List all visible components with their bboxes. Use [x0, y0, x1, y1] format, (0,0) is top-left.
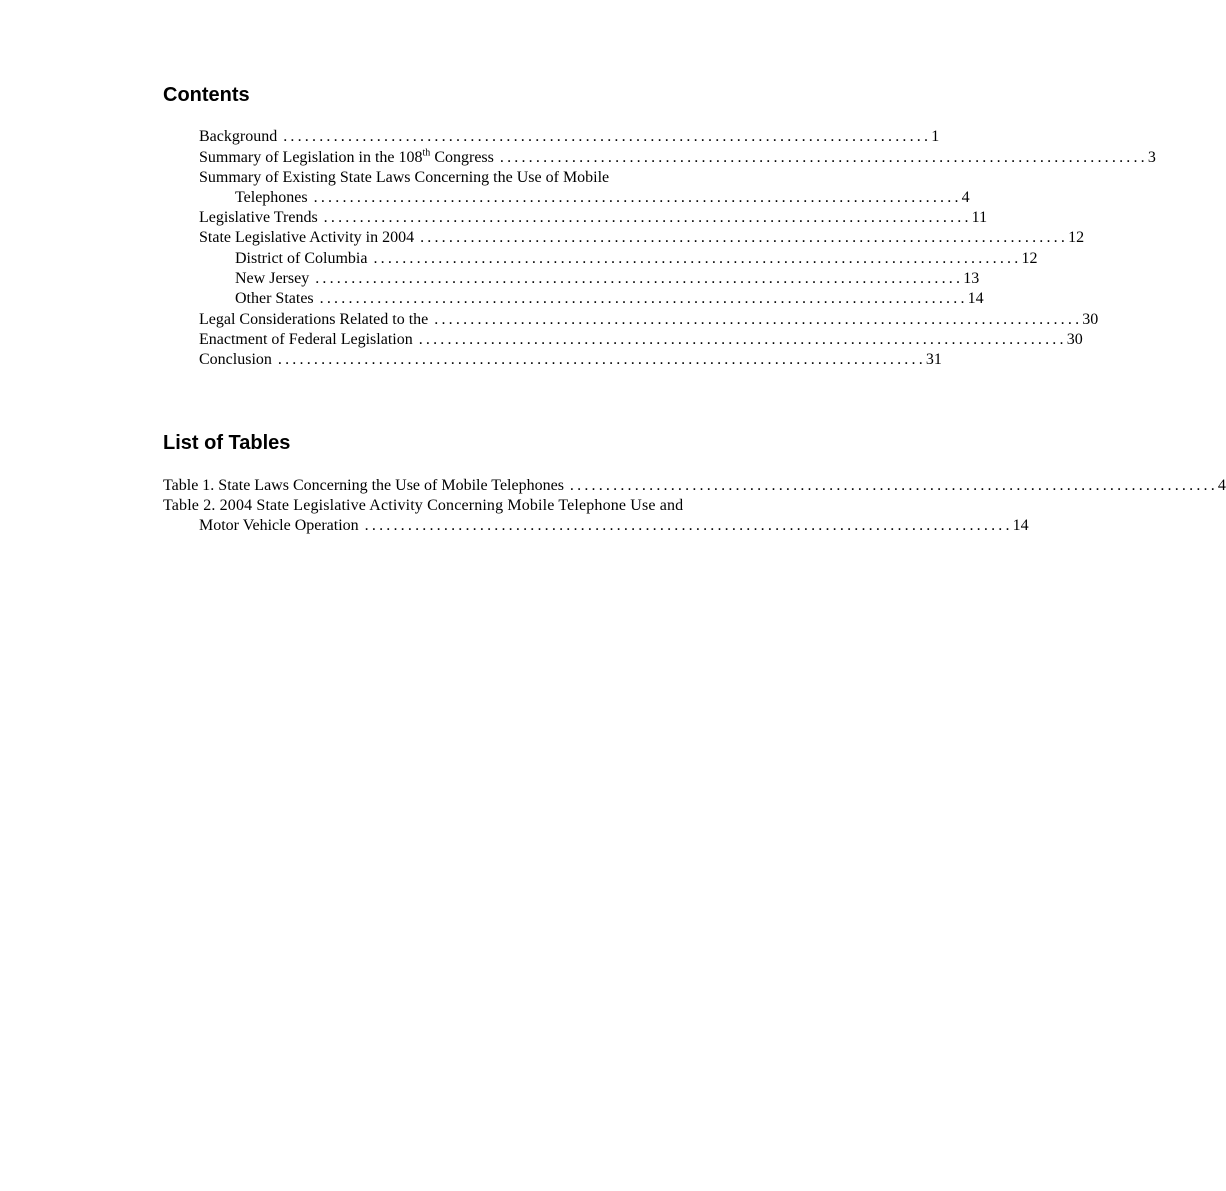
- toc-entry-title: Legislative Trends: [199, 209, 318, 226]
- table-list-entry[interactable]: [199, 516, 1029, 536]
- toc-subentry[interactable]: [235, 249, 1038, 269]
- toc-entry-page: 30: [1066, 331, 1083, 348]
- toc-entry[interactable]: [235, 188, 970, 208]
- toc-entry-title: Other States: [235, 290, 314, 307]
- dot-leader: ..........................................................................................: [569, 477, 1218, 494]
- dot-leader: ..........................................................................................: [277, 351, 926, 368]
- dot-leader: ..........................................................................................: [313, 189, 962, 206]
- toc-entry[interactable]: [199, 310, 1099, 330]
- toc-entry-title: Enactment of Federal Legislation: [199, 331, 413, 348]
- toc-entry-page: 31: [925, 351, 942, 368]
- dot-leader: ..........................................................................................: [323, 209, 972, 226]
- toc-entry-page: 12: [1068, 229, 1085, 246]
- table-entry-page: 14: [1012, 517, 1029, 534]
- dot-leader: ..........................................................................................: [499, 149, 1148, 166]
- toc-entry-page: 12: [1021, 250, 1038, 267]
- toc-entry[interactable]: [199, 147, 1156, 168]
- toc-entry-page: 13: [963, 270, 980, 287]
- toc-subentry[interactable]: [235, 269, 980, 289]
- toc-entry-title: Legal Considerations Related to the: [199, 311, 429, 328]
- table-entry-page: 4: [1217, 477, 1226, 494]
- toc-entry[interactable]: [199, 208, 988, 228]
- toc-entry-title: District of Columbia: [235, 250, 368, 267]
- dot-leader: ..........................................................................................: [319, 290, 968, 307]
- toc-entry-page: 4: [961, 189, 970, 206]
- table-list-entry[interactable]: [163, 476, 1226, 496]
- table-entry-title: Table 1. State Laws Concerning the Use of Mobile Telephones: [163, 477, 564, 494]
- contents-heading: Contents: [163, 84, 250, 106]
- toc-entry-title-line1[interactable]: Summary of Existing State Laws Concerning the Use of Mobile: [199, 169, 610, 186]
- toc-entry-title: Telephones: [235, 189, 308, 206]
- toc-entry-page: 11: [971, 209, 988, 226]
- dot-leader: ..........................................................................................: [418, 331, 1067, 348]
- toc-entry-title: Conclusion: [199, 351, 272, 368]
- dot-leader: ..........................................................................................: [364, 517, 1013, 534]
- toc-entry-page: 1: [931, 128, 940, 145]
- superscript: th: [422, 147, 431, 159]
- dot-leader: ..........................................................................................: [420, 229, 1069, 246]
- toc-entry-title: State Legislative Activity in 2004: [199, 229, 415, 246]
- toc-entry[interactable]: [199, 127, 940, 147]
- toc-subentry[interactable]: [235, 289, 984, 309]
- table-entry-title-line1[interactable]: Table 2. 2004 State Legislative Activity Concerning Mobile Telephone Use and: [163, 497, 684, 514]
- list-of-tables-heading: List of Tables: [163, 432, 291, 454]
- dot-leader: ..........................................................................................: [434, 311, 1083, 328]
- dot-leader: ..........................................................................................: [283, 128, 932, 145]
- toc-entry-page: 30: [1082, 311, 1099, 328]
- toc-entry-title: Background: [199, 128, 278, 145]
- toc-entry[interactable]: [199, 228, 1085, 248]
- toc-entry[interactable]: [199, 330, 1083, 350]
- toc-entry-page: 14: [967, 290, 984, 307]
- toc-entry[interactable]: [199, 350, 942, 370]
- toc-entry-page: 3: [1147, 149, 1156, 166]
- table-entry-title: Motor Vehicle Operation: [199, 517, 359, 534]
- toc-entry-title: New Jersey: [235, 270, 310, 287]
- toc-entry-title: Summary of Legislation in the 108th Congress: [199, 147, 494, 166]
- dot-leader: ..........................................................................................: [315, 270, 964, 287]
- dot-leader: ..........................................................................................: [373, 250, 1022, 267]
